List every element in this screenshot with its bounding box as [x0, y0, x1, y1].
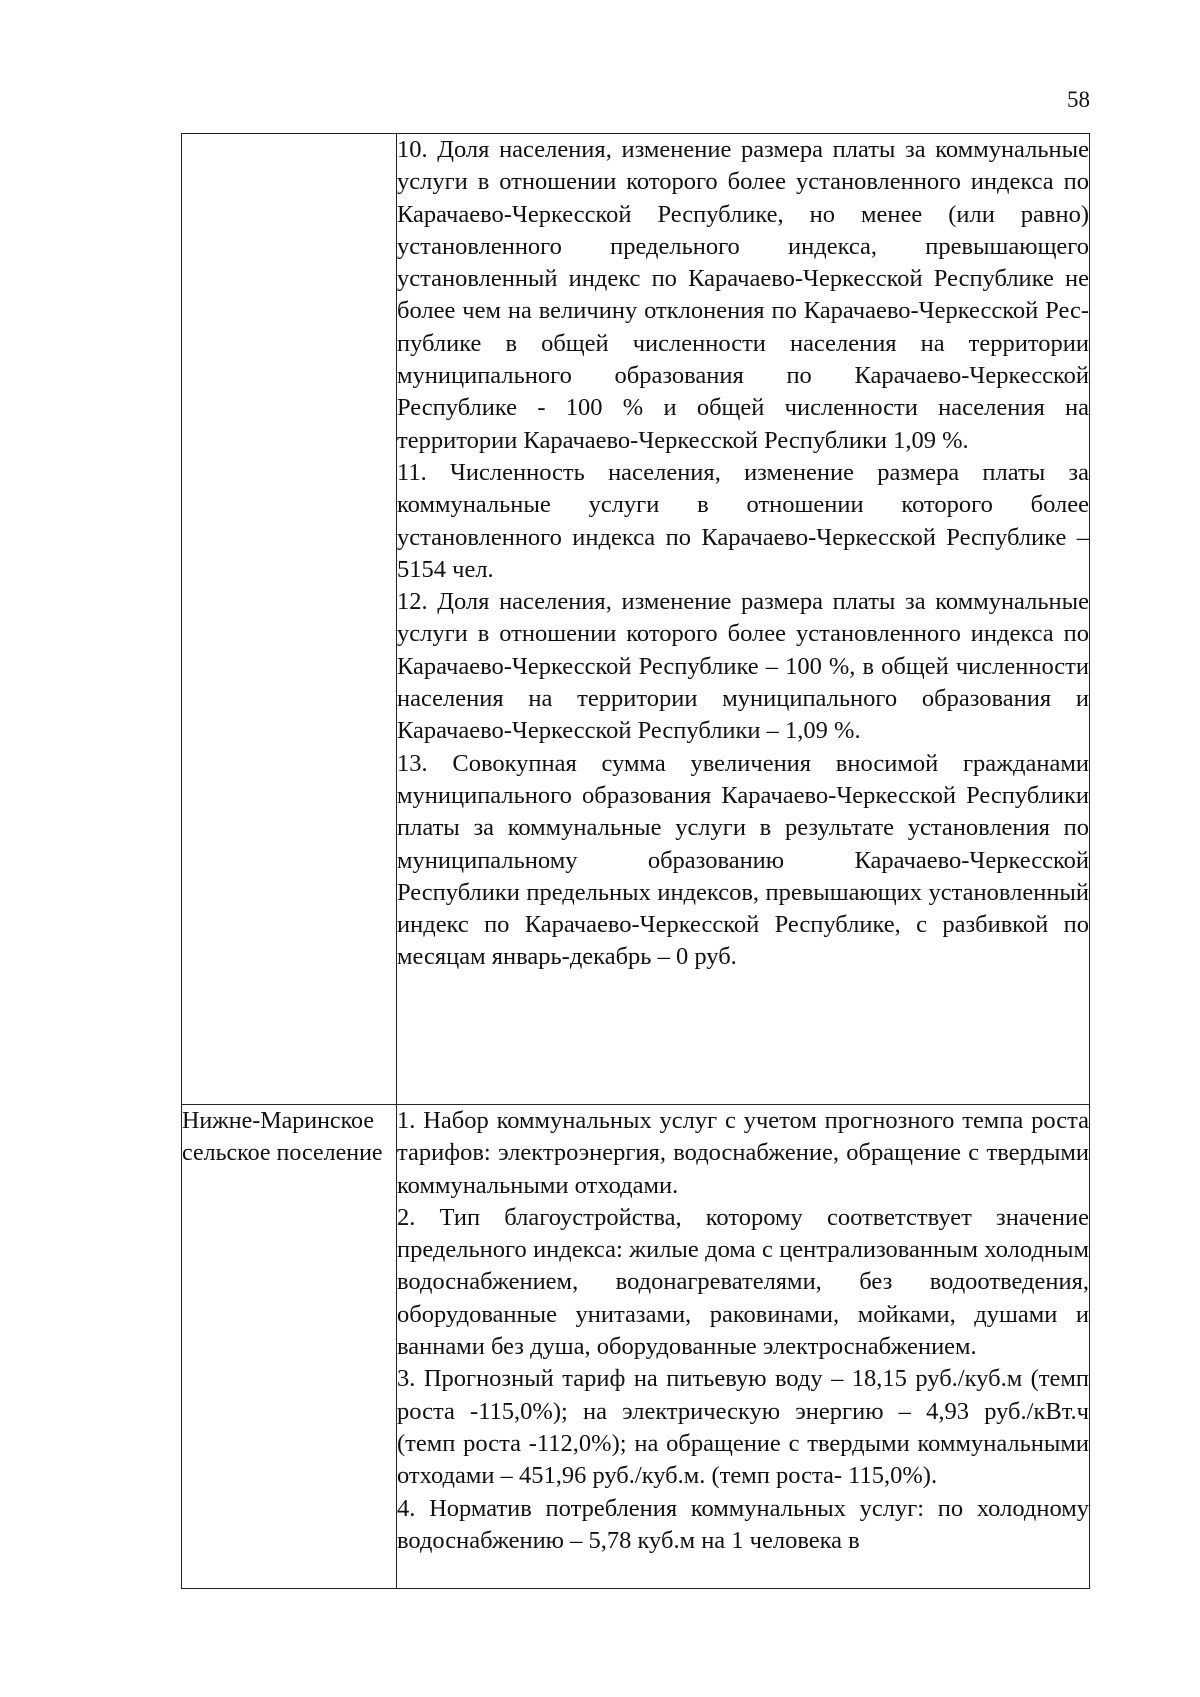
table-row [182, 1105, 1090, 1589]
page-number: 58 [1067, 87, 1090, 112]
indicator-paragraph: 1. Набор коммунальных услуг с учетом прогнозного темпа роста тарифов: электроэнергия, водоснабжение, обращение с твердыми коммунальными отходами. [397, 1107, 1089, 1199]
indicator-paragraph: 10. Доля населения, изменение размера платы за коммунальные услуги в отношении которого более установленного индекса по Карачаево-Черкесской Республике, но менее (или равно) установленного предельного индекса, превышающего установленный индекс по Карачаево-Черкесской Республике не более чем на величину отклонения по Карачаево-Черкесской Республике в общей численности населения на территории муниципального образования по Карачаево-Черкесской Республике - 100 % и общей численности населения на территории Карачаево-Черкесской Республики 1,09 %. [397, 136, 1089, 454]
tariff-table [181, 133, 1090, 1589]
indicator-paragraph: 13. Совокупная сумма увеличения вносимой гражданами муниципального образования Карачаево-Черкесской Республики платы за коммунальные услуги в результате установления по муниципальному образованию Карачаево-Черкесской Республики предельных индексов, превышающих установленный индекс по Карачаево-Черкесской Республике, с разбивкой по месяцам январь-декабрь – 0 руб. [397, 749, 1089, 971]
indicator-paragraph: 3. Прогнозный тариф на питьевую воду – 18,15 руб./куб.м (темп роста -115,0%); на электрическую энергию – 4,93 руб./кВт.ч (темп роста -112,0%); на обращение с твердыми коммунальными отходами – 451,96 руб./куб.м. (темп роста- 115,0%). [397, 1365, 1089, 1490]
indicator-paragraph: 4. Норматив потребления коммунальных услуг: по холодному водоснабжению – 5,78 куб.м на 1 человека в [397, 1494, 1089, 1554]
table-row [182, 134, 1090, 1105]
indicator-paragraph: 2. Тип благоустройства, которому соответствует значение предельного индекса: жилые дома с централизованным холодным водоснабжением, водонагревателями, без водоотведения, оборудованные унитазами, раковинами, мойками, душами и ваннами без душа, оборудованные электроснабжением. [397, 1203, 1089, 1361]
municipality-name: Нижне-Маринское сельское поселение [182, 1108, 383, 1166]
municipality-name-cell [182, 134, 397, 1105]
indicators-cell [397, 1105, 1090, 1589]
indicator-paragraph: 11. Численность населения, изменение размера платы за коммунальные услуги в отношении которого более установленного индекса по Карачаево-Черкесской Республике – 5154 чел. [397, 458, 1089, 583]
municipality-name-cell [182, 1105, 397, 1589]
indicators-cell [397, 134, 1090, 1105]
indicator-paragraph: 12. Доля населения, изменение размера платы за коммунальные услуги в отношении которого более установленного индекса по Карачаево-Черкесской Республике – 100 %, в общей численности населения на территории муниципального образования и Карачаево-Черкесской Республики – 1,09 %. [397, 588, 1089, 745]
